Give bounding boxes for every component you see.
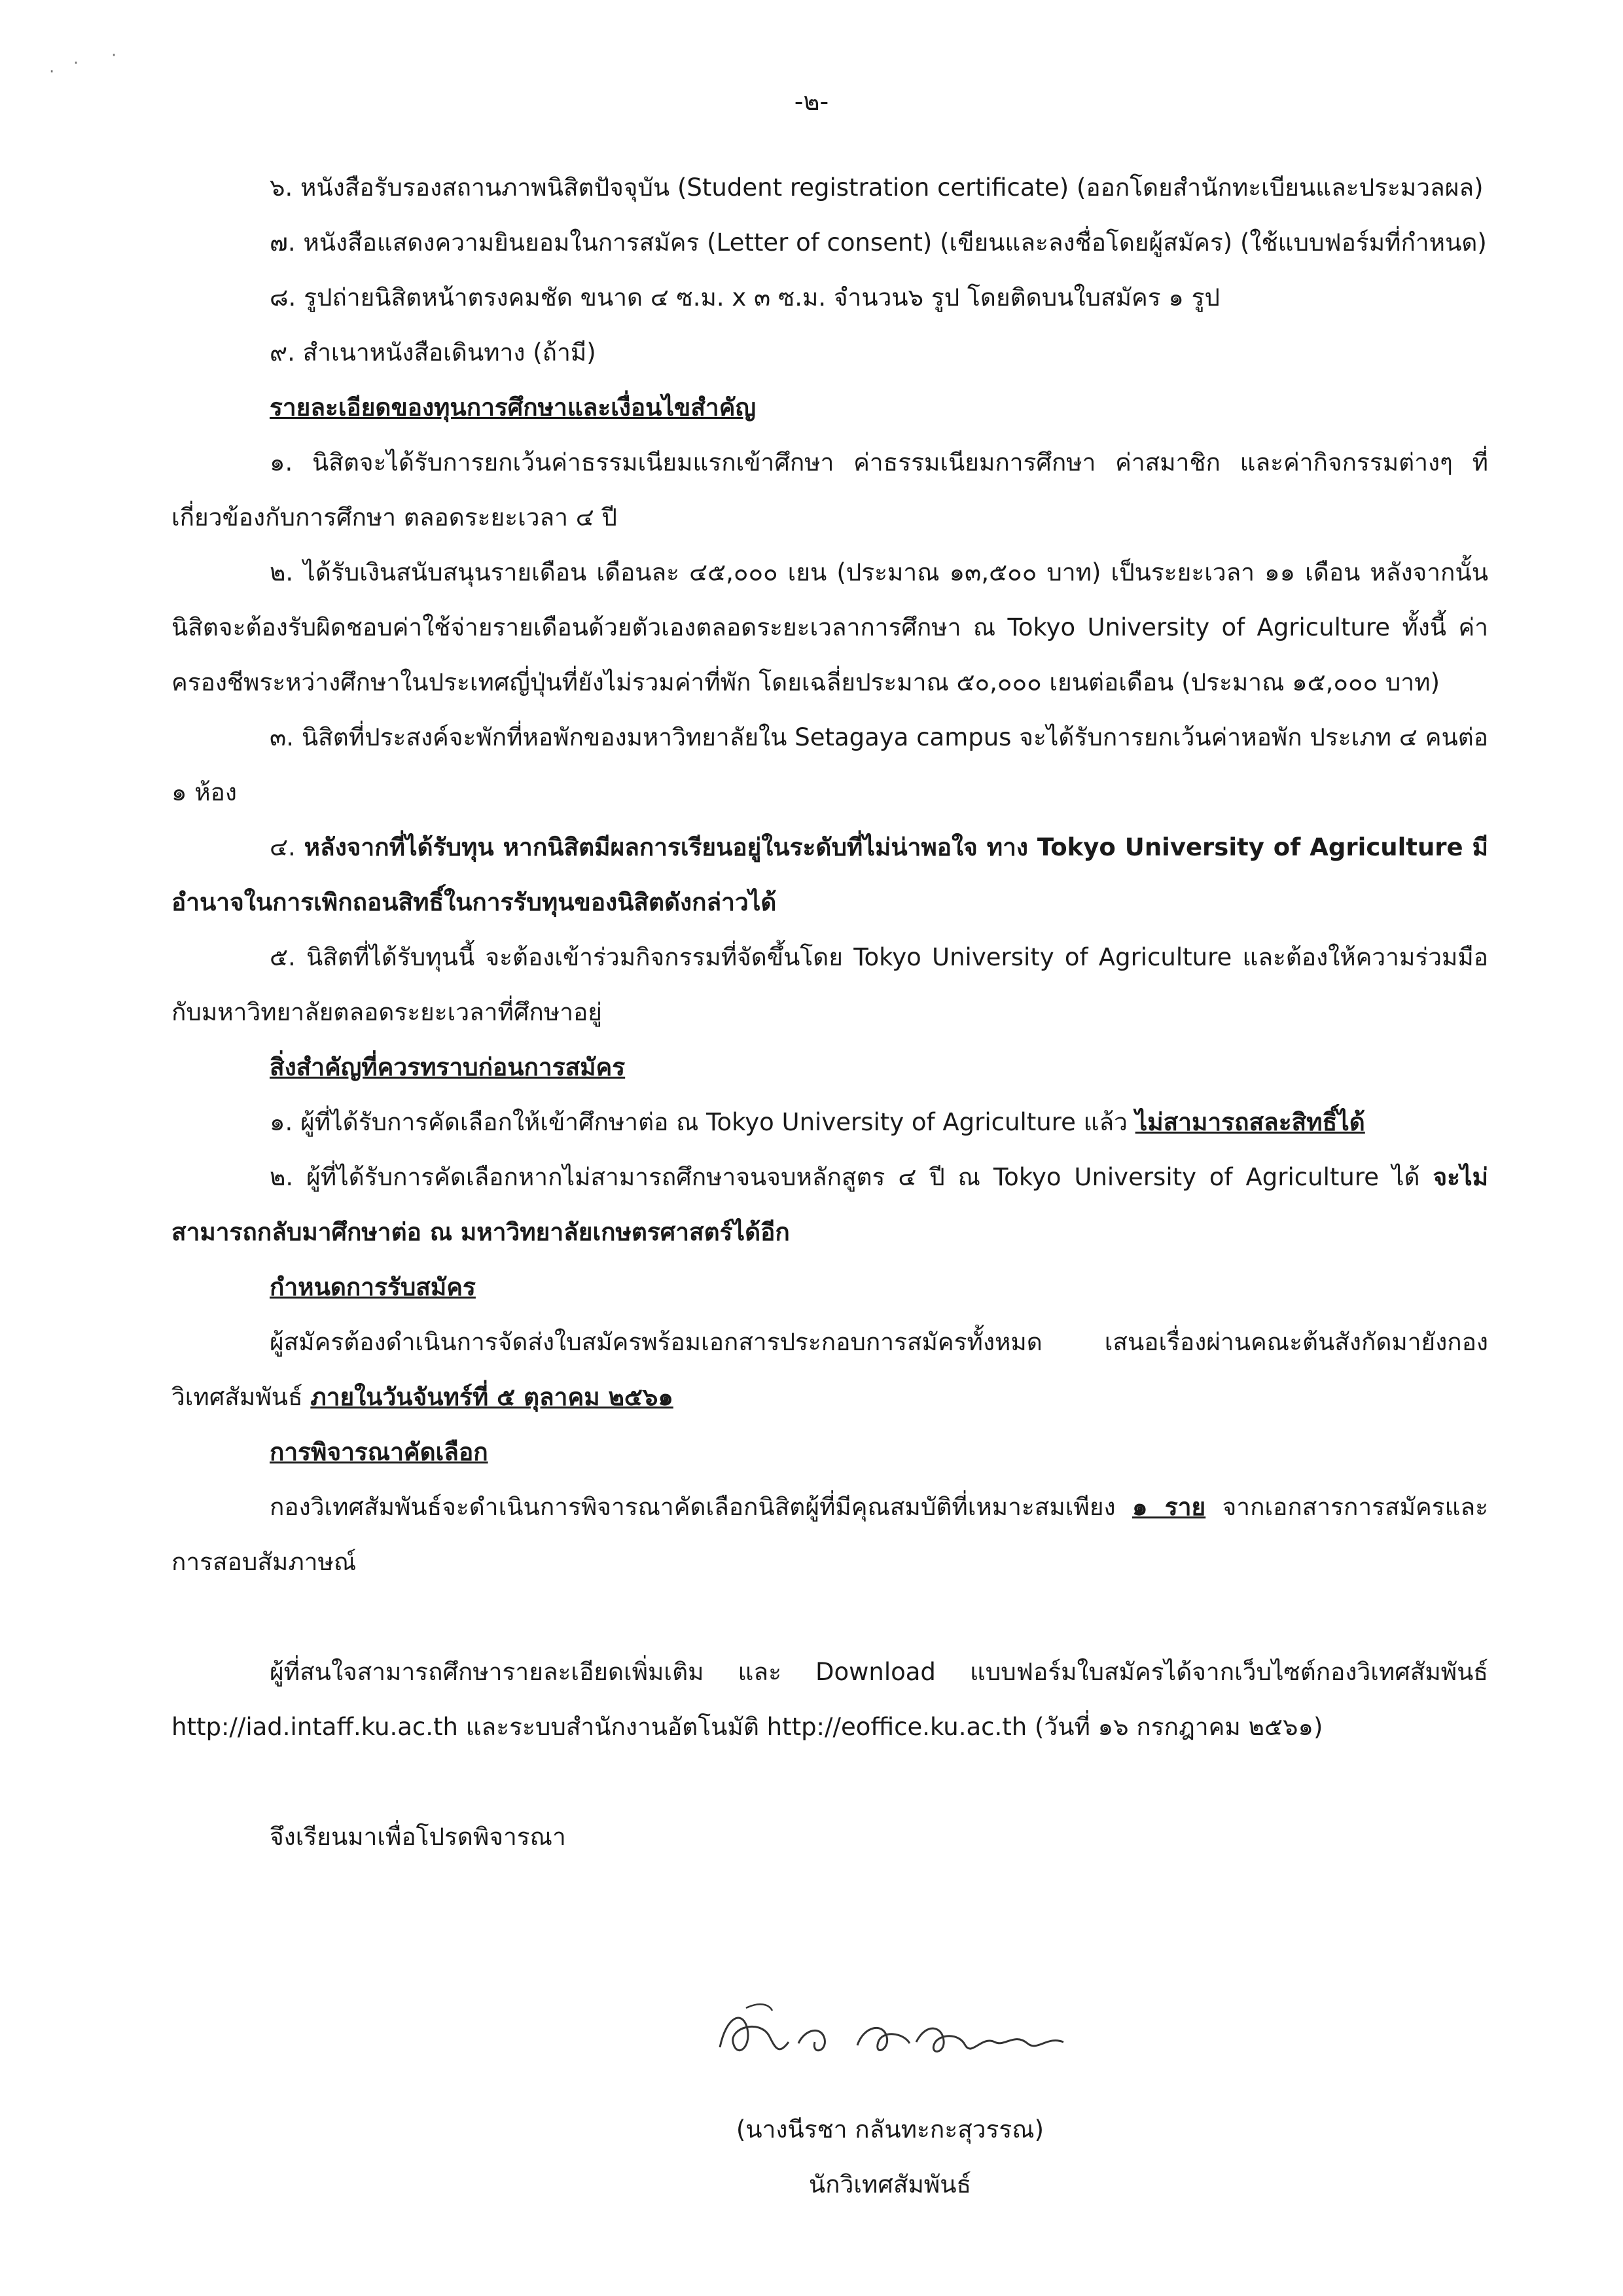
list-item xyxy=(171,160,1488,215)
section-heading-important: สิ่งสำคัญที่ควรทราบก่อนการสมัคร xyxy=(270,1053,626,1081)
item-number: ๖. xyxy=(270,173,293,202)
important-note-1 xyxy=(171,1095,1488,1150)
condition-number: ๔. xyxy=(270,833,296,861)
item-number: ๗. xyxy=(270,228,296,257)
selection-text: กองวิเทศสัมพันธ์จะดำเนินการพิจารณาคัดเลือกนิสิตผู้ที่มีคุณสมบัติที่เหมาะสมเพียง xyxy=(270,1493,1116,1521)
important-note-2 xyxy=(171,1150,1488,1260)
list-item xyxy=(171,215,1488,270)
note-bold-text: จะไม่สามารถกลับมาศึกษาต่อ ณ มหาวิทยาลัยเกษตรศาสตร์ได้อีก xyxy=(171,1163,1489,1246)
item-number: ๘. xyxy=(270,283,296,312)
handwritten-signature xyxy=(707,1996,1113,2081)
item-text: รูปถ่ายนิสิตหน้าตรงคมชัด ขนาด ๔ ซ.ม. x ๓ ซ.ม. จำนวน๖ รูป โดยติดบนใบสมัคร ๑ รูป xyxy=(304,283,1220,312)
spacer xyxy=(171,1590,1488,1645)
selection-text-end: จากเอกสารการสมัครและการสอบสัมภาษณ์ xyxy=(171,1493,1489,1576)
condition-bold-text: หลังจากที่ได้รับทุน หากนิสิตมีผลการเรียนอยู่ในระดับที่ไม่น่าพอใจ ทาง Tokyo University of Agriculture มีอำนาจในการเพิกถอนสิทธิ์ในการรับทุนของนิสิตดังกล่าวได้ xyxy=(171,833,1489,916)
deadline-paragraph xyxy=(171,1315,1488,1425)
signatory-title: นักวิเทศสัมพันธ์ xyxy=(808,2170,972,2198)
section-heading-selection: การพิจารณาคัดเลือก xyxy=(270,1438,488,1466)
section-heading-scholarship: รายละเอียดของทุนการศึกษาและเงื่อนไขสำคัญ xyxy=(270,393,756,422)
info-paragraph: ผู้ที่สนใจสามารถศึกษารายละเอียดเพิ่มเติม และ Download แบบฟอร์มใบสมัครได้จากเว็บไซต์กองวิเทศสัมพันธ์ http://iad.intaff.ku.ac.th และระบบสำนักงานอัตโนมัติ http://eoffice.ku.ac.th (วันที่ ๑๖ กรกฎาคม ๒๕๖๑) xyxy=(171,1658,1488,1741)
closing-line: จึงเรียนมาเพื่อโปรดพิจารณา xyxy=(270,1823,566,1851)
scan-speck: · xyxy=(111,46,117,65)
note-emphasis: ไม่สามารถสละสิทธิ์ได้ xyxy=(1135,1108,1365,1136)
item-text: หนังสือรับรองสถานภาพนิสิตปัจจุบัน (Student registration certificate) (ออกโดยสำนักทะเบียนและประมวลผล) xyxy=(300,173,1484,202)
scholarship-condition-4 xyxy=(171,820,1488,930)
page-number: -๒- xyxy=(794,87,829,116)
list-item xyxy=(171,325,1488,380)
scholarship-condition-1: ๑. นิสิตจะได้รับการยกเว้นค่าธรรมเนียมแรกเข้าศึกษา ค่าธรรมเนียมการศึกษา ค่าสมาชิก และค่ากิจกรรมต่างๆ ที่เกี่ยวข้องกับการศึกษา ตลอดระยะเวลา ๔ ปี xyxy=(171,448,1488,531)
selection-paragraph xyxy=(171,1480,1488,1590)
item-text: หนังสือแสดงความยินยอมในการสมัคร (Letter of consent) (เขียนและลงชื่อโดยผู้สมัคร) (ใช้แบบฟอร์มที่กำหนด) xyxy=(303,228,1487,257)
list-item xyxy=(171,270,1488,325)
selection-quota: ๑ ราย xyxy=(1132,1493,1206,1521)
deadline-date: ภายในวันจันทร์ที่ ๕ ตุลาคม ๒๕๖๑ xyxy=(310,1383,673,1411)
document-body xyxy=(171,160,1488,1865)
scholarship-condition-3: ๓. นิสิตที่ประสงค์จะพักที่หอพักของมหาวิทยาลัยใน Setagaya campus จะได้รับการยกเว้นค่าหอพัก ประเภท ๔ คนต่อ ๑ ห้อง xyxy=(171,723,1488,806)
deadline-text: ผู้สมัครต้องดำเนินการจัดส่งใบสมัครพร้อมเอกสารประกอบการสมัครทั้งหมด เสนอเรื่องผ่านคณะต้นสังกัดมายังกองวิเทศสัมพันธ์ xyxy=(171,1328,1488,1411)
section-heading-deadline: กำหนดการรับสมัคร xyxy=(270,1273,476,1301)
note-text: ๒. ผู้ที่ได้รับการคัดเลือกหากไม่สามารถศึกษาจนจบหลักสูตร ๔ ปี ณ Tokyo University of Agriculture ได้ xyxy=(270,1163,1420,1191)
scholarship-condition-5: ๕. นิสิตที่ได้รับทุนนี้ จะต้องเข้าร่วมกิจกรรมที่จัดขึ้นโดย Tokyo University of Agriculture และต้องให้ความร่วมมือกับมหาวิทยาลัยตลอดระยะเวลาที่ศึกษาอยู่ xyxy=(171,943,1488,1026)
scan-speck: · xyxy=(49,62,55,82)
scan-speck: · xyxy=(73,54,79,73)
item-number: ๙. xyxy=(270,338,295,367)
spacer xyxy=(171,1755,1488,1810)
scholarship-condition-2: ๒. ได้รับเงินสนับสนุนรายเดือน เดือนละ ๔๕,๐๐๐ เยน (ประมาณ ๑๓,๕๐๐ บาท) เป็นระยะเวลา ๑๑ เดือน หลังจากนั้นนิสิตจะต้องรับผิดชอบค่าใช้จ่ายรายเดือนด้วยตัวเองตลอดระยะเวลาการศึกษา ณ Tokyo University of Agriculture ทั้งนี้ ค่าครองชีพระหว่างศึกษาในประเทศญี่ปุ่นที่ยังไม่รวมค่าที่พัก โดยเฉลี่ยประมาณ ๕๐,๐๐๐ เยนต่อเดือน (ประมาณ ๑๕,๐๐๐ บาท) xyxy=(171,558,1488,696)
signatory-name: (นางนีรชา กลันทะกะสุวรรณ) xyxy=(736,2115,1044,2144)
item-text: สำเนาหนังสือเดินทาง (ถ้ามี) xyxy=(302,338,596,367)
note-text: ๑. ผู้ที่ได้รับการคัดเลือกให้เข้าศึกษาต่อ ณ Tokyo University of Agriculture แล้ว xyxy=(270,1108,1128,1136)
